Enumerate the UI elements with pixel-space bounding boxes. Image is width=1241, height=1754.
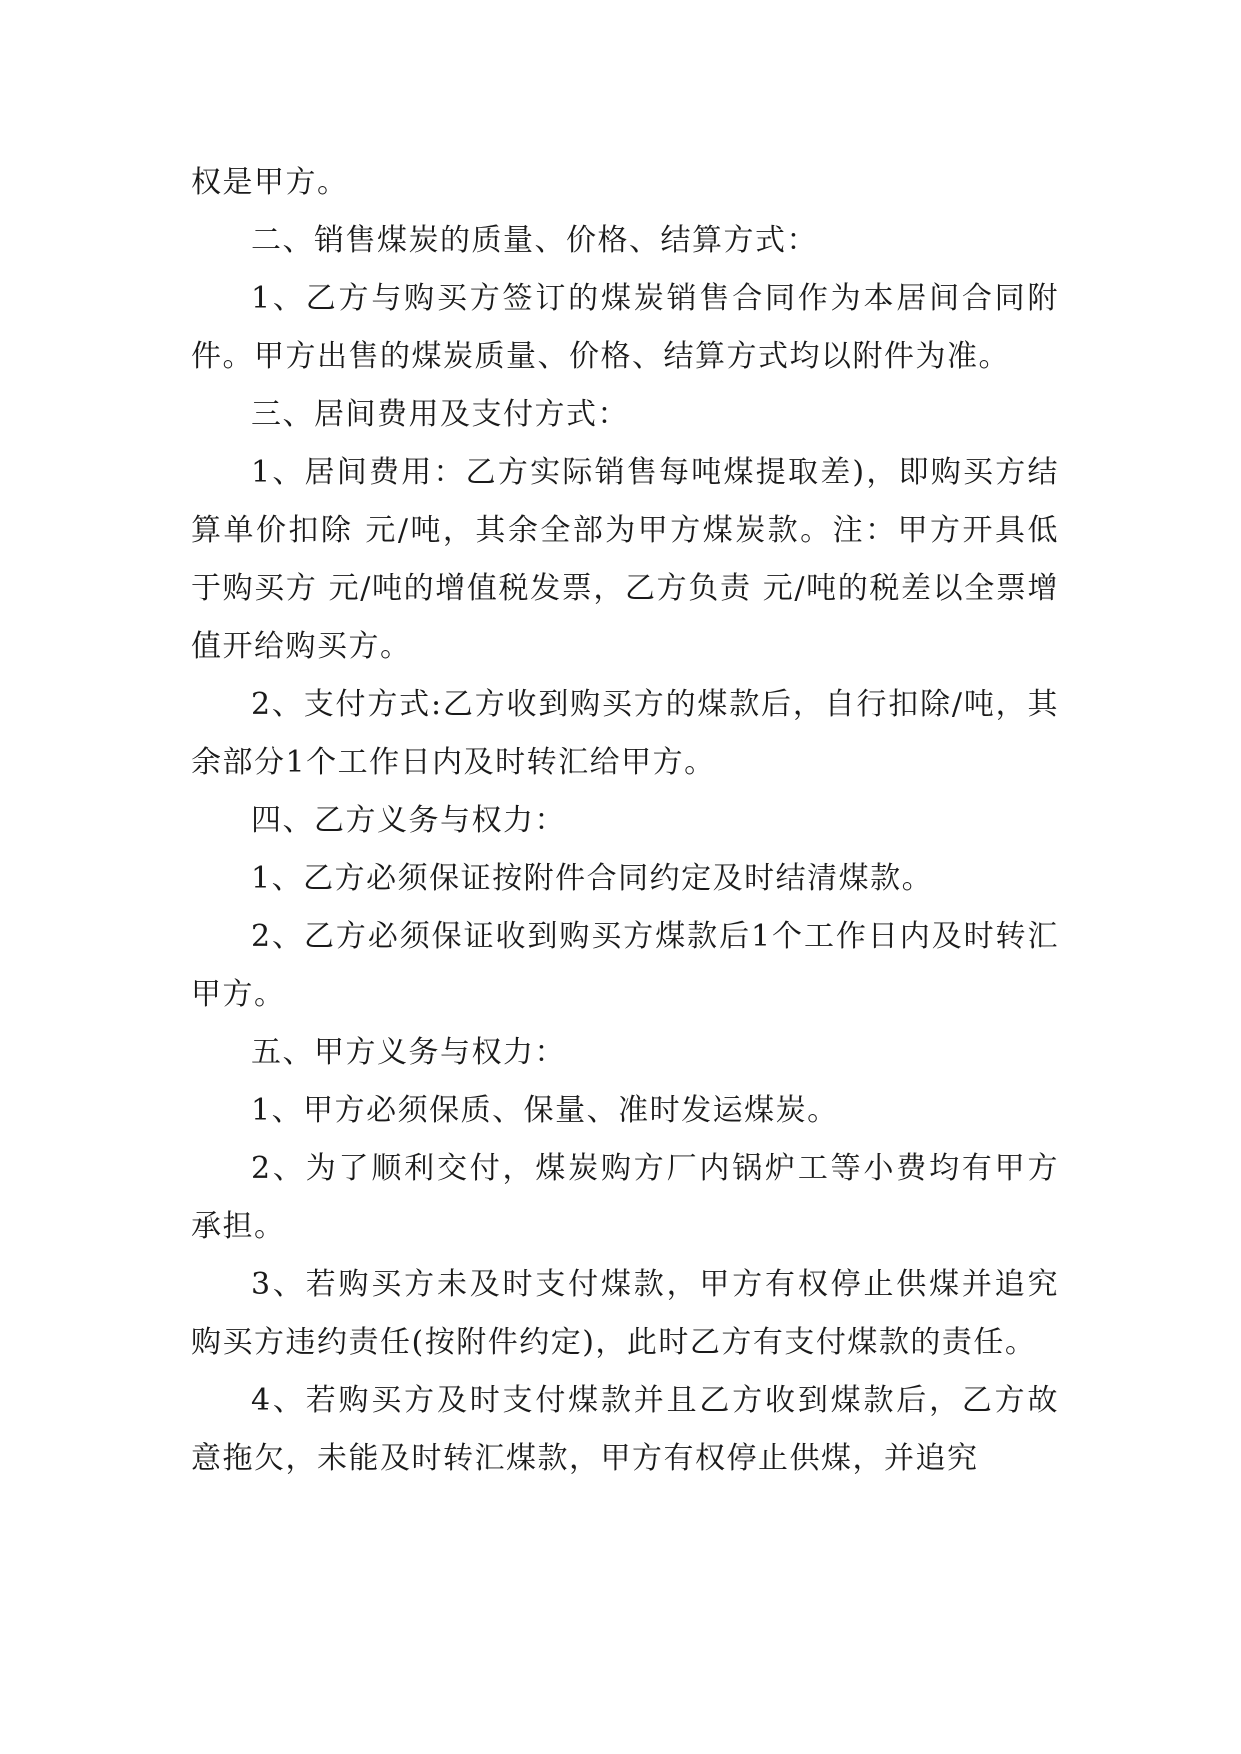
- paragraph-11: 1、甲方必须保质、保量、准时发运煤炭。: [251, 1093, 839, 1128]
- paragraph-7: 四、乙方义务与权力：: [251, 803, 566, 838]
- paragraph-8: 1、乙方必须保证按附件合同约定及时结清煤款。: [251, 861, 934, 896]
- paragraph-14: 4、若购买方及时支付煤款并且乙方收到煤款后，乙方故意拖欠，未能及时转汇煤款，甲方有权停止供煤，并追究: [191, 1383, 1059, 1476]
- paragraph-2: 二、销售煤炭的质量、价格、结算方式：: [251, 223, 818, 258]
- paragraph-9: 2、乙方必须保证收到购买方煤款后1个工作日内及时转汇甲方。: [191, 919, 1059, 1012]
- paragraph-5: 1、居间费用：乙方实际销售每吨煤提取差)，即购买方结算单价扣除 元/吨，其余全部为甲方煤炭款。注：甲方开具低于购买方 元/吨的增值税发票，乙方负责 元/吨的税差以全票增值开给购买方。: [191, 455, 1059, 664]
- paragraph-1: 权是甲方。: [191, 165, 349, 200]
- paragraph-4: 三、居间费用及支付方式：: [251, 397, 629, 432]
- paragraph-13: 3、若购买方未及时支付煤款，甲方有权停止供煤并追究购买方违约责任(按附件约定)，此时乙方有支付煤款的责任。: [191, 1267, 1059, 1360]
- paragraph-6: 2、支付方式:乙方收到购买方的煤款后，自行扣除/吨，其余部分1个工作日内及时转汇给甲方。: [191, 687, 1059, 780]
- paragraph-12: 2、为了顺利交付，煤炭购方厂内锅炉工等小费均有甲方承担。: [191, 1151, 1059, 1244]
- document-body: [191, 154, 1059, 1488]
- paragraph-3: 1、乙方与购买方签订的煤炭销售合同作为本居间合同附件。甲方出售的煤炭质量、价格、结算方式均以附件为准。: [191, 281, 1059, 374]
- paragraph-10: 五、甲方义务与权力：: [251, 1035, 566, 1070]
